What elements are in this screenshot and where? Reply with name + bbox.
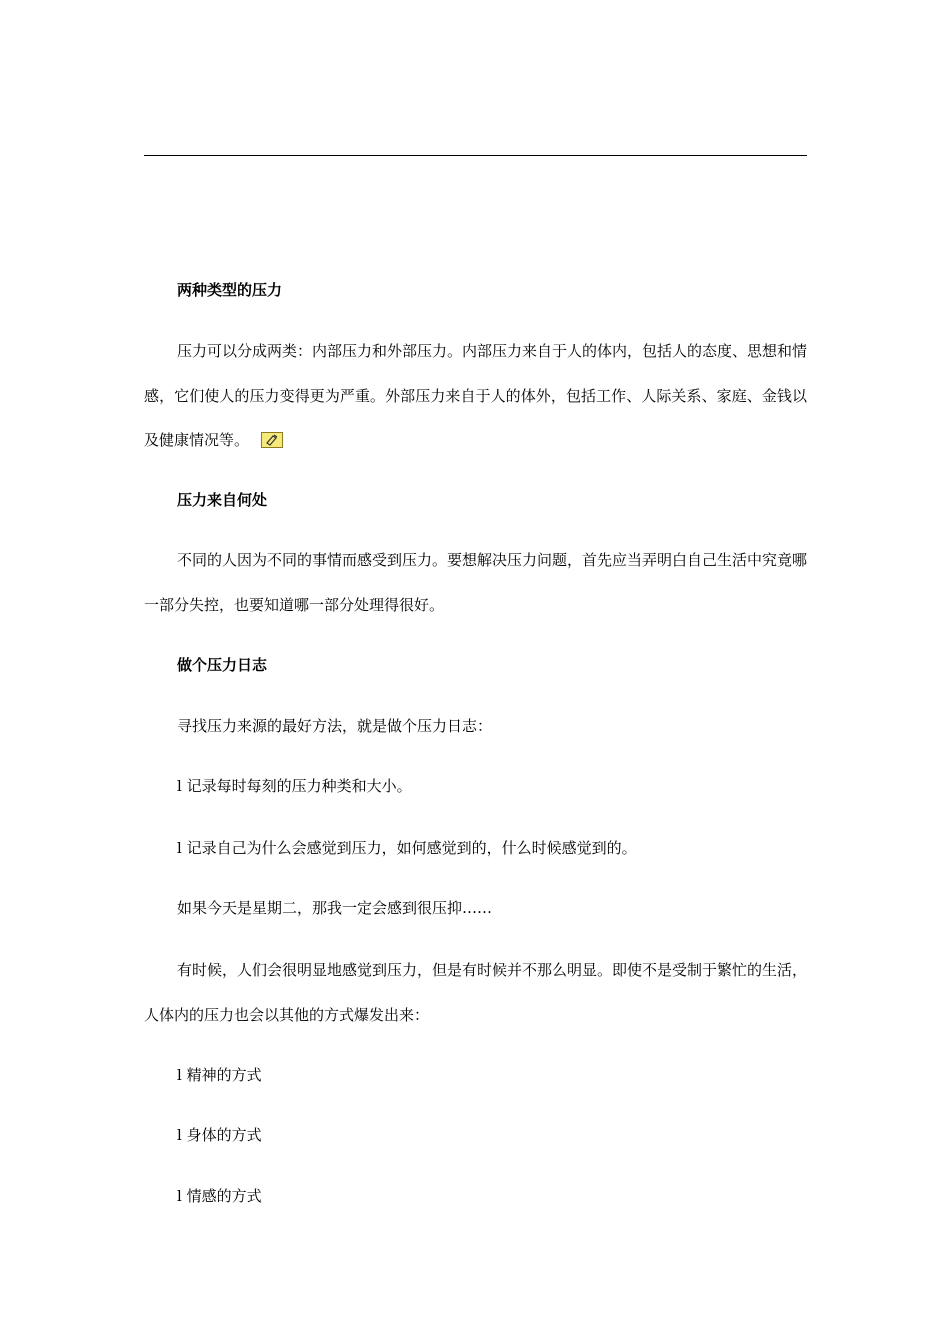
note-icon[interactable]	[261, 432, 283, 448]
paragraph-stress-ways: 有时候，人们会很明显地感觉到压力，但是有时候并不那么明显。即使不是受制于繁忙的生活，人体内的压力也会以其他的方式爆发出来：	[144, 961, 808, 1024]
diary-intro: 寻找压力来源的最好方法，就是做个压力日志：	[177, 717, 493, 735]
list-item: l 记录自己为什么会感觉到压力，如何感觉到的，什么时候感觉到的。	[177, 839, 637, 857]
list-item: l 精神的方式	[177, 1066, 262, 1084]
paragraph-text: 压力可以分成两类：内部压力和外部压力。内部压力来自于人的体内，包括人的态度、思想和情感，它们使人的压力变得更为严重。外部压力来自于人的体外，包括工作、人际关系、家庭、金钱以及健康情况等。	[144, 342, 808, 449]
section-heading-stress-source: 压力来自何处	[177, 491, 268, 509]
paragraph-stress-types	[144, 329, 807, 463]
list-item: l 身体的方式	[177, 1126, 262, 1144]
example-sentence: 如果今天是星期二，那我一定会感到很压抑……	[177, 899, 493, 917]
header-rule	[144, 155, 807, 156]
section-heading-stress-types: 两种类型的压力	[177, 281, 283, 299]
list-item: l 情感的方式	[177, 1187, 262, 1205]
paragraph-stress-source: 不同的人因为不同的事情而感受到压力。要想解决压力问题，首先应当弄明白自己生活中究竟哪一部分失控，也要知道哪一部分处理得很好。	[144, 551, 808, 614]
section-heading-stress-diary: 做个压力日志	[177, 656, 268, 674]
list-item: l 记录每时每刻的压力种类和大小。	[177, 777, 412, 795]
